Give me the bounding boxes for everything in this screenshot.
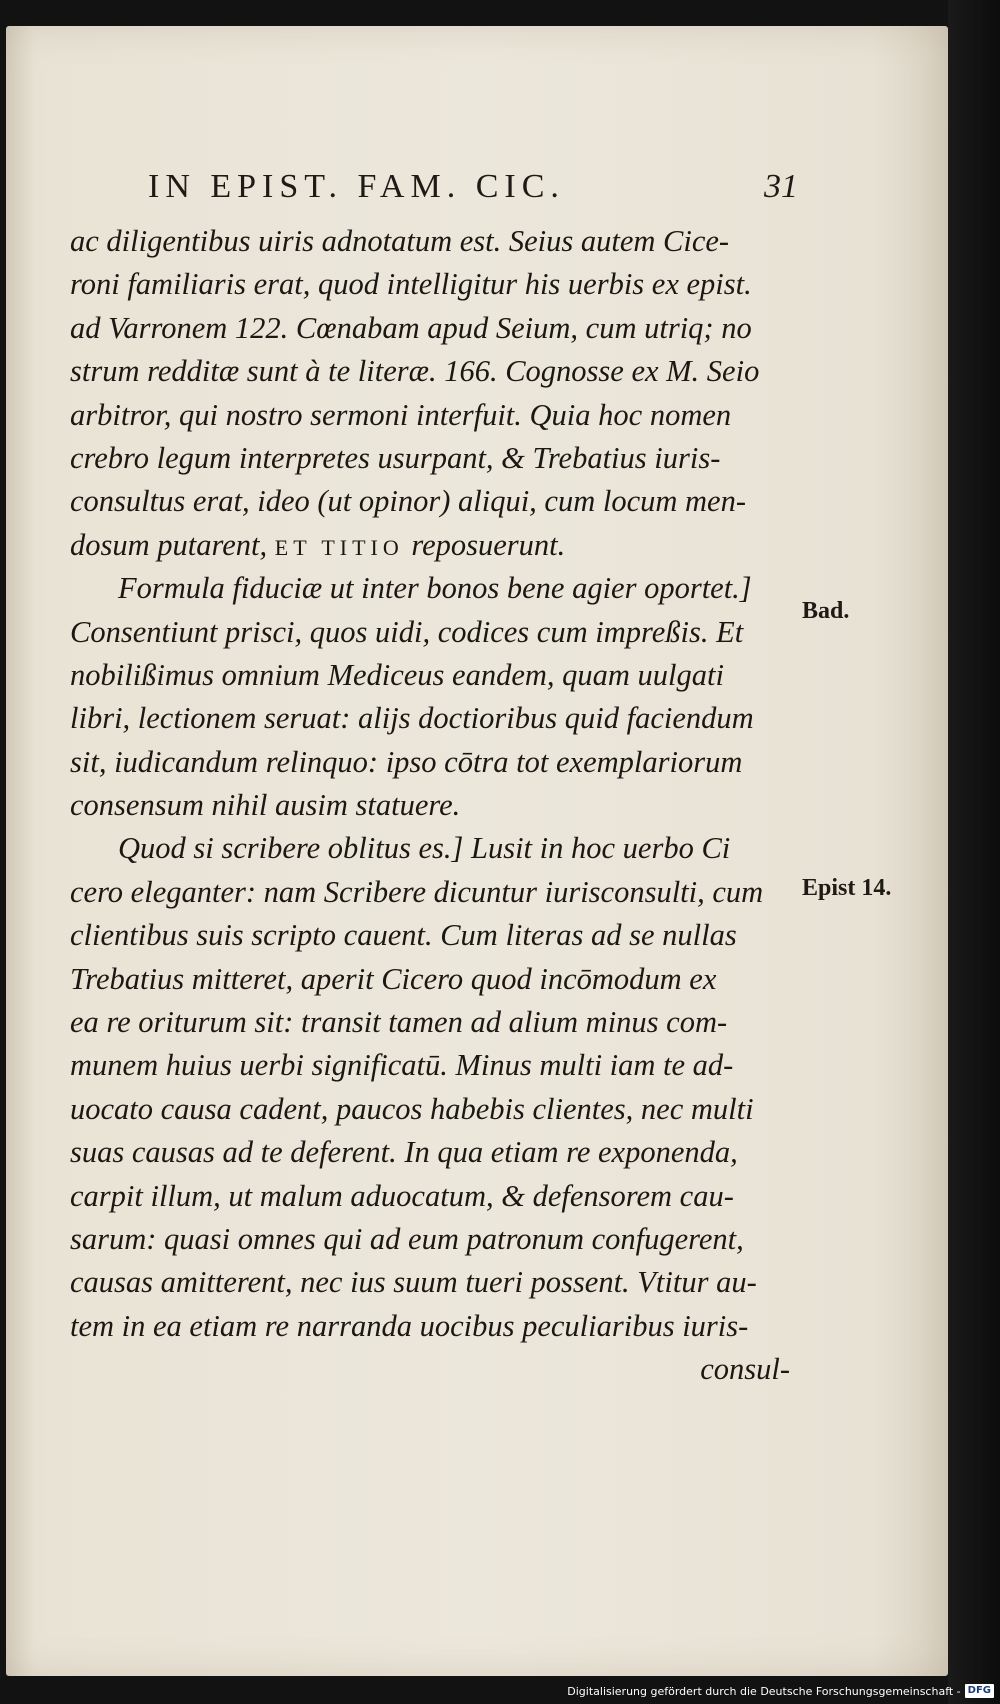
margin-note-bad: Bad.	[802, 598, 850, 624]
text-line-head: dosum putarent,	[70, 527, 268, 562]
text-line: clientibus suis scripto cauent. Cum literas ad se nullas	[70, 918, 737, 953]
text-line: arbitror, qui nostro sermoni interfuit. Quia hoc nomen	[70, 397, 732, 432]
text-line: nobilißimus omnium Mediceus eandem, quam uulgati	[70, 657, 724, 692]
text-line: munem huius uerbi significatū. Minus multi iam te ad-	[70, 1048, 734, 1083]
text-line: causas amitterent, nec ius suum tueri possent. Vtitur au-	[70, 1265, 757, 1300]
text-line: Consentiunt prisci, quos uidi, codices cum impreßis. Et	[70, 614, 744, 649]
text-line: cero eleganter: nam Scribere dicuntur iurisconsulti, cum	[70, 874, 764, 909]
text-line: ac diligentibus uiris adnotatum est. Seius autem Cice-	[70, 224, 730, 258]
lemma-line: Quod si scribere oblitus es.] Lusit in hoc uerbo Ci	[118, 831, 731, 866]
dfg-logo: DFG	[965, 1684, 994, 1698]
text-line: consensum nihil ausim statuere.	[70, 788, 461, 823]
digitization-credit	[567, 1684, 994, 1698]
catchword: consul-	[700, 1352, 790, 1387]
page-number: 31	[764, 168, 798, 205]
text-line: ad Varronem 122. Cœnabam apud Seium, cum utriq; no	[70, 310, 752, 345]
text-line: roni familiaris erat, quod intelligitur his uerbis ex epist.	[70, 267, 752, 302]
text-line: sarum: quasi omnes qui ad eum patronum confugerent,	[70, 1221, 744, 1256]
lemma-line: Formula fiduciæ ut inter bonos bene agier oportet.]	[118, 571, 752, 606]
body-text	[70, 220, 790, 1392]
text-line-tail: reposuerunt.	[411, 527, 566, 562]
text-line: ea re oriturum sit: transit tamen ad alium minus com-	[70, 1005, 728, 1040]
text-line: carpit illum, ut malum aduocatum, & defensorem cau-	[70, 1178, 734, 1213]
margin-note-epist: Epist 14.	[802, 875, 892, 901]
text-line: uocato causa cadent, paucos habebis clientes, nec multi	[70, 1091, 754, 1126]
text-line: consultus erat, ideo (ut opinor) aliqui, cum locum men-	[70, 484, 746, 519]
text-line: strum redditæ sunt à te literæ. 166. Cognosse ex M. Seio	[70, 354, 760, 389]
text-line: tem in ea etiam re narranda uocibus peculiaribus iuris-	[70, 1308, 749, 1343]
text-line: crebro legum interpretes usurpant, & Trebatius iuris-	[70, 440, 721, 475]
smallcaps-quote: ET TITIO	[274, 534, 404, 560]
text-line: Trebatius mitteret, aperit Cicero quod incōmodum ex	[70, 961, 717, 996]
credit-text: Digitalisierung gefördert durch die Deutsche Forschungsgemeinschaft -	[567, 1684, 961, 1698]
text-line	[70, 524, 790, 567]
text-line: suas causas ad te deferent. In qua etiam re exponenda,	[70, 1135, 738, 1170]
scan-edge	[948, 0, 1000, 1704]
text-line: sit, iudicandum relinquo: ipso cōtra tot exemplariorum	[70, 744, 743, 779]
running-title: IN EPIST. FAM. CIC.	[148, 168, 565, 205]
text-line: libri, lectionem seruat: alijs doctioribus quid faciendum	[70, 701, 754, 736]
running-head	[148, 168, 798, 206]
